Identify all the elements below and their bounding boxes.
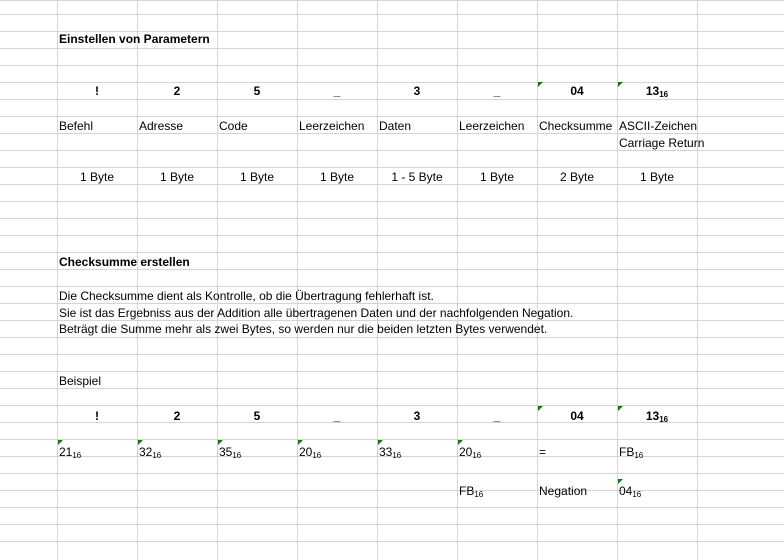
row-gridline <box>0 439 784 440</box>
header-cell[interactable] <box>457 84 537 98</box>
example-label[interactable]: Beispiel <box>59 374 102 388</box>
header-cell-text: 2 <box>173 84 181 98</box>
row-gridline <box>0 405 784 406</box>
field-label[interactable]: Befehl <box>59 119 94 133</box>
row-gridline <box>0 524 784 525</box>
example-header-cell-text: 5 <box>253 409 261 423</box>
hex-value-cell[interactable] <box>539 445 546 459</box>
result-cell[interactable] <box>539 484 587 498</box>
cell-indicator-triangle <box>58 440 63 445</box>
cell-indicator-triangle <box>458 440 463 445</box>
row-gridline <box>0 541 784 542</box>
cell-indicator-triangle <box>618 406 623 411</box>
row-gridline <box>0 337 784 338</box>
hex-value-cell[interactable] <box>299 445 321 459</box>
cell-indicator-triangle <box>538 406 543 411</box>
header-cell-subscript: 16 <box>659 90 669 99</box>
example-header-cell-text: ! <box>95 409 99 423</box>
example-header-cell-text: _ <box>493 409 501 423</box>
header-cell[interactable] <box>137 84 217 98</box>
row-gridline <box>0 82 784 83</box>
field-label[interactable]: Daten <box>379 119 412 133</box>
row-gridline <box>0 388 784 389</box>
hex-value-cell-text: 32 <box>139 445 153 459</box>
hex-value-cell-text: 21 <box>59 445 73 459</box>
example-header-cell[interactable] <box>537 409 617 423</box>
hex-value-cell-text: 20 <box>299 445 313 459</box>
header-cell[interactable] <box>57 84 137 98</box>
example-header-cell[interactable] <box>377 409 457 423</box>
hex-value-cell-text: 35 <box>219 445 233 459</box>
field-size[interactable]: 1 Byte <box>79 170 115 184</box>
example-header-cell-text: 3 <box>413 409 421 423</box>
hex-value-cell-subscript: 16 <box>392 451 402 460</box>
header-cell-text: _ <box>493 84 501 98</box>
hex-value-cell[interactable] <box>59 445 81 459</box>
hex-value-cell-subscript: 16 <box>312 451 322 460</box>
row-gridline <box>0 167 784 168</box>
result-cell-text: Negation <box>539 484 588 498</box>
header-cell-text: 5 <box>253 84 261 98</box>
hex-value-cell-subscript: 16 <box>152 451 162 460</box>
example-header-cell-text: 2 <box>173 409 181 423</box>
field-size[interactable]: 1 Byte <box>239 170 275 184</box>
hex-value-cell[interactable] <box>379 445 401 459</box>
cell-indicator-triangle <box>298 440 303 445</box>
field-size[interactable]: 1 Byte <box>159 170 195 184</box>
hex-value-cell-text: = <box>539 445 547 459</box>
row-gridline <box>0 218 784 219</box>
row-gridline <box>0 320 784 321</box>
example-header-cell[interactable] <box>137 409 217 423</box>
hex-value-cell-subscript: 16 <box>472 451 482 460</box>
row-gridline <box>0 184 784 185</box>
field-size[interactable]: 2 Byte <box>559 170 595 184</box>
row-gridline <box>0 150 784 151</box>
header-cell-text: 13 <box>645 84 660 98</box>
header-cell-text: 04 <box>570 84 584 98</box>
result-cell-subscript: 16 <box>474 490 484 499</box>
row-gridline <box>0 473 784 474</box>
cell-indicator-triangle <box>618 479 623 484</box>
field-label[interactable]: ASCII-Zeichen <box>619 119 698 133</box>
row-gridline <box>0 269 784 270</box>
field-size[interactable]: 1 Byte <box>479 170 515 184</box>
row-gridline <box>0 0 784 1</box>
header-cell[interactable] <box>537 84 617 98</box>
row-gridline <box>0 490 784 491</box>
row-gridline <box>0 116 784 117</box>
header-cell[interactable] <box>617 84 697 98</box>
field-label[interactable]: Code <box>219 119 248 133</box>
hex-value-cell-text: 33 <box>379 445 393 459</box>
hex-value-cell[interactable] <box>459 445 481 459</box>
row-gridline <box>0 371 784 372</box>
hex-value-cell-text: 20 <box>459 445 473 459</box>
example-header-cell-text: 13 <box>645 409 660 423</box>
row-gridline <box>0 201 784 202</box>
row-gridline <box>0 99 784 100</box>
example-header-cell-text: 04 <box>570 409 584 423</box>
example-header-cell[interactable] <box>457 409 537 423</box>
result-cell-subscript: 16 <box>632 490 642 499</box>
hex-value-cell-subscript: 16 <box>232 451 242 460</box>
description-line-2[interactable]: Sie ist das Ergebniss aus der Addition alle übertragenen Daten und der nachfolgenden Negation. <box>59 306 574 320</box>
result-cell[interactable] <box>459 484 483 498</box>
carriage-return-label[interactable]: Carriage Return <box>619 136 705 150</box>
row-gridline <box>0 507 784 508</box>
cell-indicator-triangle <box>538 82 543 87</box>
field-size[interactable]: 1 Byte <box>319 170 355 184</box>
cell-indicator-triangle <box>378 440 383 445</box>
example-header-cell[interactable] <box>297 409 377 423</box>
cell-indicator-triangle <box>618 82 623 87</box>
row-gridline <box>0 14 784 15</box>
field-label[interactable]: Leerzeichen <box>459 119 525 133</box>
row-gridline <box>0 235 784 236</box>
column-gridline <box>697 0 698 560</box>
example-header-cell[interactable] <box>617 409 697 423</box>
row-gridline <box>0 48 784 49</box>
result-cell-text: 04 <box>619 484 633 498</box>
result-cell[interactable] <box>619 484 641 498</box>
hex-value-cell[interactable] <box>139 445 161 459</box>
row-gridline <box>0 252 784 253</box>
row-gridline <box>0 303 784 304</box>
hex-value-cell-subscript: 16 <box>634 451 644 460</box>
header-cell-text: 3 <box>413 84 421 98</box>
description-line-1[interactable]: Die Checksumme dient als Kontrolle, ob die Übertragung fehlerhaft ist. <box>59 289 434 303</box>
row-gridline <box>0 286 784 287</box>
section-title-parameters[interactable]: Einstellen von Parametern <box>59 32 210 46</box>
row-gridline <box>0 133 784 134</box>
field-label[interactable]: Leerzeichen <box>299 119 365 133</box>
example-header-cell[interactable] <box>57 409 137 423</box>
row-gridline <box>0 354 784 355</box>
header-cell-text: _ <box>333 84 341 98</box>
header-cell[interactable] <box>377 84 457 98</box>
header-cell[interactable] <box>217 84 297 98</box>
hex-value-cell[interactable] <box>219 445 241 459</box>
example-header-cell[interactable] <box>217 409 297 423</box>
description-line-3[interactable]: Beträgt die Summe mehr als zwei Bytes, so werden nur die beiden letzten Bytes verwendet. <box>59 322 548 336</box>
field-label[interactable]: Adresse <box>139 119 184 133</box>
example-header-cell-text: _ <box>333 409 341 423</box>
result-cell-text: FB <box>459 484 475 498</box>
field-size[interactable]: 1 - 5 Byte <box>391 170 443 184</box>
hex-value-cell[interactable] <box>619 445 643 459</box>
field-label[interactable]: Checksumme <box>539 119 613 133</box>
example-header-cell-subscript: 16 <box>659 415 669 424</box>
header-cell[interactable] <box>297 84 377 98</box>
section-title-checksum[interactable]: Checksumme erstellen <box>59 255 190 269</box>
hex-value-cell-subscript: 16 <box>72 451 82 460</box>
cell-indicator-triangle <box>218 440 223 445</box>
cell-indicator-triangle <box>138 440 143 445</box>
row-gridline <box>0 65 784 66</box>
hex-value-cell-text: FB <box>619 445 635 459</box>
field-size[interactable]: 1 Byte <box>639 170 675 184</box>
header-cell-text: ! <box>95 84 99 98</box>
